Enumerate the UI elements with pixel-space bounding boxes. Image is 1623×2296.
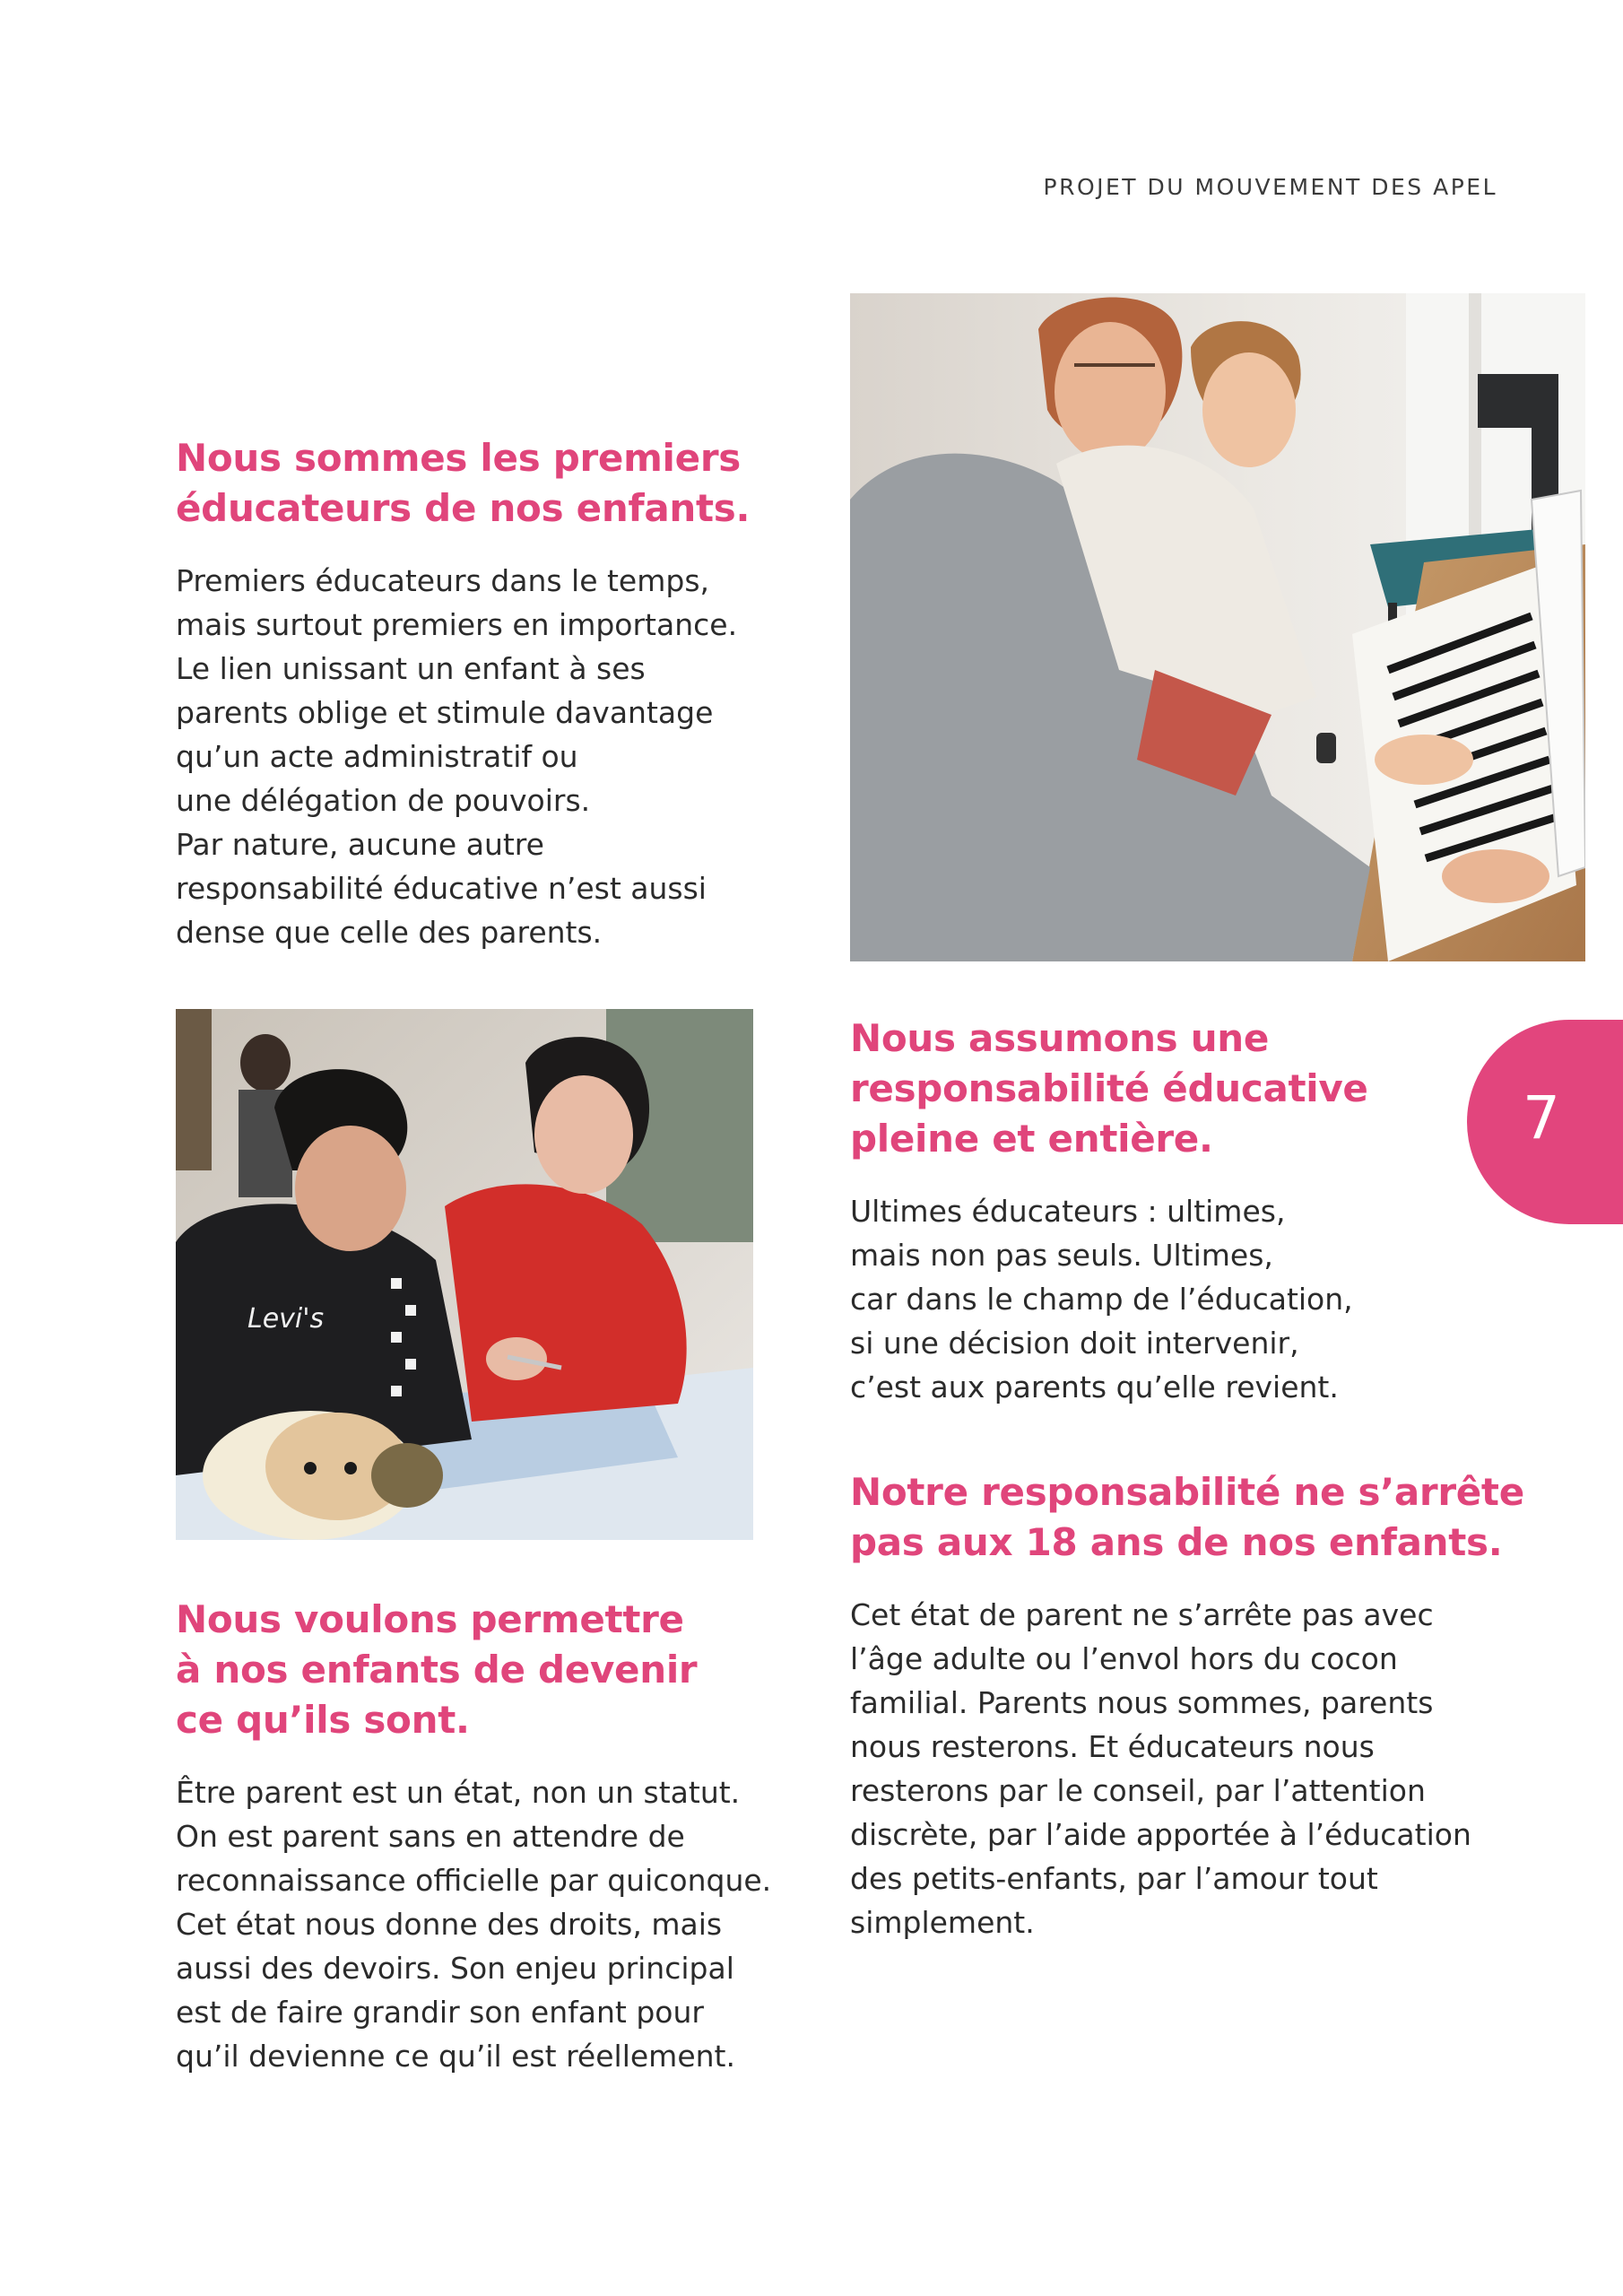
piano-illustration xyxy=(850,293,1585,961)
section-devenir-ce-quils-sont xyxy=(176,1595,803,2078)
section-18-ans xyxy=(850,1467,1541,1944)
section-heading: Notre responsabilité ne s’arrête pas aux 18 ans de nos enfants. xyxy=(850,1470,1524,1564)
doorframe xyxy=(176,1009,212,1170)
mother-face-map xyxy=(534,1075,633,1194)
background-person-head xyxy=(240,1034,291,1091)
section-heading: Nous sommes les premiers éducateurs de nos enfants. xyxy=(176,436,751,530)
section-heading: Nous voulons permettre à nos enfants de devenir ce qu’ils sont. xyxy=(176,1597,698,1742)
map-illustration xyxy=(176,1009,753,1540)
boy-hands xyxy=(1375,735,1473,785)
section-body: Être parent est un état, non un statut. On est parent sans en attendre de reconnaissance officielle par quiconque. Cet état nous donne des droits, mais aussi des devoirs. Son enjeu principal est de faire grandir son enfant pour qu’il devienne ce qu’il est réellement. xyxy=(176,1775,772,2074)
teen-face xyxy=(295,1126,406,1251)
mother-face xyxy=(1055,322,1166,462)
boy-face xyxy=(1202,352,1296,467)
teen-tshirt-logo: Levi's xyxy=(247,1303,325,1335)
running-header: PROJET DU MOUVEMENT DES APEL xyxy=(1043,174,1497,200)
plush-sheep-eye-right xyxy=(344,1462,357,1474)
section-heading: Nous assumons une responsabilité éducative pleine et entière. xyxy=(850,1016,1368,1161)
plush-sheep-eye-left xyxy=(304,1462,317,1474)
page-number: 7 xyxy=(1523,1083,1560,1152)
section-body: Cet état de parent ne s’arrête pas avec l’âge adulte ou l’envol hors du cocon familial. Parents nous sommes, parents nous resterons. Et éducateurs nous resterons par le conseil, par l’attention discrète, par l’aide apportée à l’éducation des petits-enfants, par l’amour tout simplement. xyxy=(850,1597,1471,1940)
photo-map-activity xyxy=(176,1009,753,1540)
mother-hands xyxy=(1442,849,1549,903)
plush-sheep-ear xyxy=(371,1443,443,1508)
photo-piano-lesson xyxy=(850,293,1585,961)
section-body: Premiers éducateurs dans le temps, mais surtout premiers en importance. Le lien unissant un enfant à ses parents oblige et stimule davantage qu’un acte administratif ou une délégation de pouvoirs. Par nature, aucune autre responsabilité éducative n’est aussi dense que celle des parents. xyxy=(176,563,738,950)
section-responsabilite-educative xyxy=(850,1013,1514,1409)
wristwatch xyxy=(1316,733,1336,763)
section-premiers-educateurs xyxy=(176,433,803,954)
section-body: Ultimes éducateurs : ultimes, mais non pas seuls. Ultimes, car dans le champ de l’éducation, si une décision doit intervenir, c’est aux parents qu’elle revient. xyxy=(850,1194,1353,1405)
